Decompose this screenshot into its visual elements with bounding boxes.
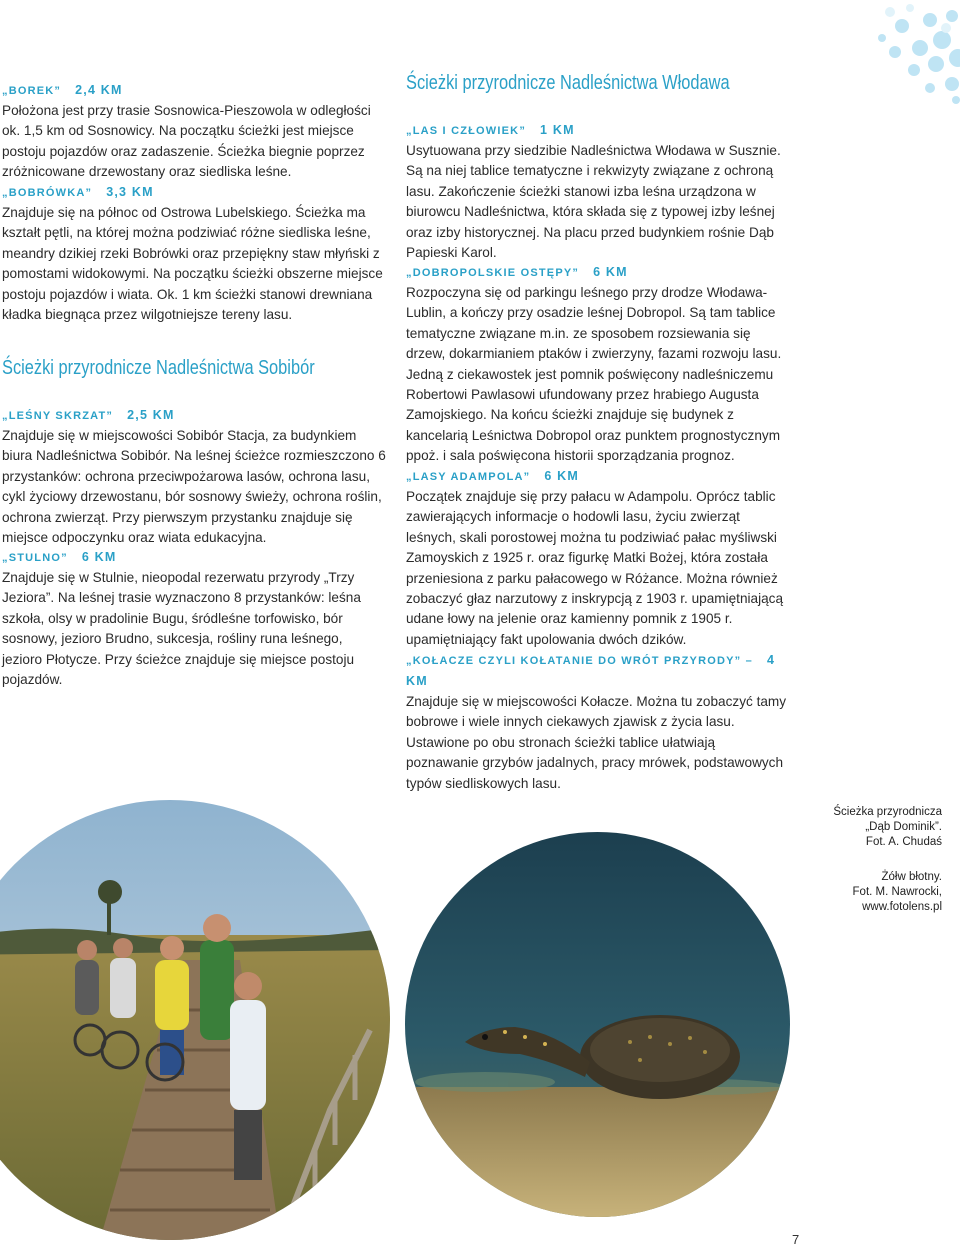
trail-description: Położona jest przy trasie Sosnowica-Pieszowola w odległości ok. 1,5 km od Sosnowicy. Na początku ścieżki jest miejsce postoju pojazdów oraz zadaszenie. Ścieżka biegnie poprzez zróżnicowane drzewostany oraz siedliska leśne. <box>2 103 371 180</box>
caption-line: „Dąb Dominik”. <box>865 821 942 833</box>
decorative-dots <box>820 0 960 110</box>
trail-description: Znajduje się w Stulnie, nieopodal rezerwatu przyrody „Trzy Jeziora”. Na leśnej trasie wyznaczono 8 przystanków: leśna szkoła, olsy w pradolinie Bugu, śródleśne torfowisko, bór sosnowy, jezioro Brudno, sukcesja, rośliny runa leśnego, jezioro Płotycze. Przy ścieżce znajduje się miejsce postoju pojazdów. <box>2 570 361 688</box>
section-title-sobibor: Ścieżki przyrodnicze Nadleśnictwa Sobibór <box>2 357 315 379</box>
trail-name: „BOREK” <box>2 85 62 97</box>
photo-turtle <box>405 832 790 1217</box>
caption-line: www.fotolens.pl <box>862 901 942 913</box>
trail-name: „KOŁACZE CZYLI KOŁATANIE DO WRÓT PRZYRODY” – <box>406 655 753 667</box>
trail-length: 1 KM <box>540 123 575 137</box>
trail-length: 6 KM <box>544 469 580 483</box>
trail-borek <box>2 80 386 183</box>
trail-length: 2,4 KM <box>75 83 123 97</box>
trail-length: 4 KM <box>406 653 776 688</box>
photo-caption-dab-dominik <box>833 805 942 850</box>
trail-description: Usytuowana przy siedzibie Nadleśnictwa Włodawa w Susznie. Są na niej tablice tematyczne i rekwizyty związane z ochroną lasu. Zakończenie ścieżki stanowi izba leśna urządzona w biurowcu Nadleśnictwa, która składa się z typowej izby leśnej oraz izby historycznej. Na placu przed budynkiem rośnie Dąb Papieski Karol. <box>406 143 781 261</box>
photo-boardwalk-cyclists <box>0 800 390 1240</box>
trail-name: „BOBRÓWKA” <box>2 187 93 199</box>
photo-caption-zolw <box>853 870 942 915</box>
trail-kolacze <box>406 650 790 794</box>
trail-length: 2,5 KM <box>127 408 175 422</box>
trail-name: „LEŚNY SKRZAT” <box>2 410 114 422</box>
trail-description: Znajduje się na północ od Ostrowa Lubelskiego. Ścieżka ma kształt pętli, na której można podziwiać różne siedliska leśne, meandry dzikiej rzeki Bobrówki oraz przepiękny staw młyński z pomostami widokowymi. Na początku ścieżki obszerne miejsce postoju pojazdów i wiata. Ok. 1 km ścieżki stanowi drewniana kładka biegnąca przez wilgotniejsze tereny lasu. <box>2 205 383 323</box>
trail-las-i-czlowiek <box>406 120 790 263</box>
page-number: 7 <box>792 1232 800 1247</box>
trail-name: „LAS I CZŁOWIEK” <box>406 125 527 137</box>
trail-length: 6 KM <box>81 550 117 564</box>
caption-line: Fot. A. Chudaś <box>865 836 942 848</box>
trail-lesny-skrzat <box>2 405 386 548</box>
caption-line: Fot. M. Nawrocki, <box>852 886 942 898</box>
caption-line: Ścieżka przyrodnicza <box>833 806 942 818</box>
trail-name: „LASY ADAMPOLA” <box>406 471 531 483</box>
trail-bobrowka <box>2 182 386 325</box>
trail-length: 6 KM <box>593 265 628 279</box>
trail-dobropolskie <box>406 262 790 467</box>
trail-name: „DOBROPOLSKIE OSTĘPY” <box>406 267 580 279</box>
trail-length: 3,3 KM <box>106 185 154 199</box>
trail-description: Znajduje się w miejscowości Kołacze. Można tu zobaczyć tamy bobrowe i wiele innych ciekawych zjawisk z życia lasu. Ustawione po obu stronach ścieżki tablice ułatwiają poznawanie grzybów jadalnych, pracy mrówek, podstawowych typów siedliskowych lasu. <box>406 694 787 791</box>
trail-description: Rozpoczyna się od parkingu leśnego przy drodze Włodawa-Lublin, a kończy przy osadzie leśnej Dobropol. Są tam tablice tematyczne związane m.in. ze sposobem rozsiewania się drzew, dokarmianiem ptaków i zwierzyny, fazami rozwoju lasu. Jedną z ciekawostek jest pomnik poświęcony nadleśniczemu Robertowi Pawlasowi ufundowany przez hrabiego Augusta Zamojskiego. Na końcu ścieżki znajduje się budynek z kancelarią Leśnictwa Dobropol oraz punktem prognostycznym ppoż. i sala poświęcona historii sporządzania prognoz. <box>406 285 782 464</box>
trail-description: Znajduje się w miejscowości Sobibór Stacja, za budynkiem biura Nadleśnictwa Sobibór. Na leśnej ścieżce rozmieszczono 6 przystanków: ochrona przeciwpożarowa lasów, ochrona lasu, cykl życiowy drzewostanu, bór sosnowy świeży, ochrona roślin, ochrona zwierząt. Przy pierwszym przystanku znajduje się miejsce odpoczynku oraz wiata edukacyjna. <box>2 428 386 546</box>
trail-stulno <box>2 547 386 690</box>
section-title-wlodawa: Ścieżki przyrodnicze Nadleśnictwa Włodawa <box>406 72 730 94</box>
trail-lasy-adampola <box>406 466 790 650</box>
trail-name: „STULNO” <box>2 552 68 564</box>
trail-description: Początek znajduje się przy pałacu w Adampolu. Oprócz tablic zawierających informacje o hodowli lasu, życiu zwierząt leśnych, skali porostowej można tu podziwiać pałac myśliwski Zamoyskich z 1925 r. oraz figurkę Matki Bożej, która została przeniesiona z parku pałacowego w Różance. Można również zobaczyć głaz narzutowy z inskrypcją z 1903 r. upamiętniającą udane łowy na jelenie oraz kamienny pomnik z 1905 r. upamiętniający fakt upolowania dwóch dzików. <box>406 489 784 647</box>
caption-line: Żółw błotny. <box>881 871 942 883</box>
